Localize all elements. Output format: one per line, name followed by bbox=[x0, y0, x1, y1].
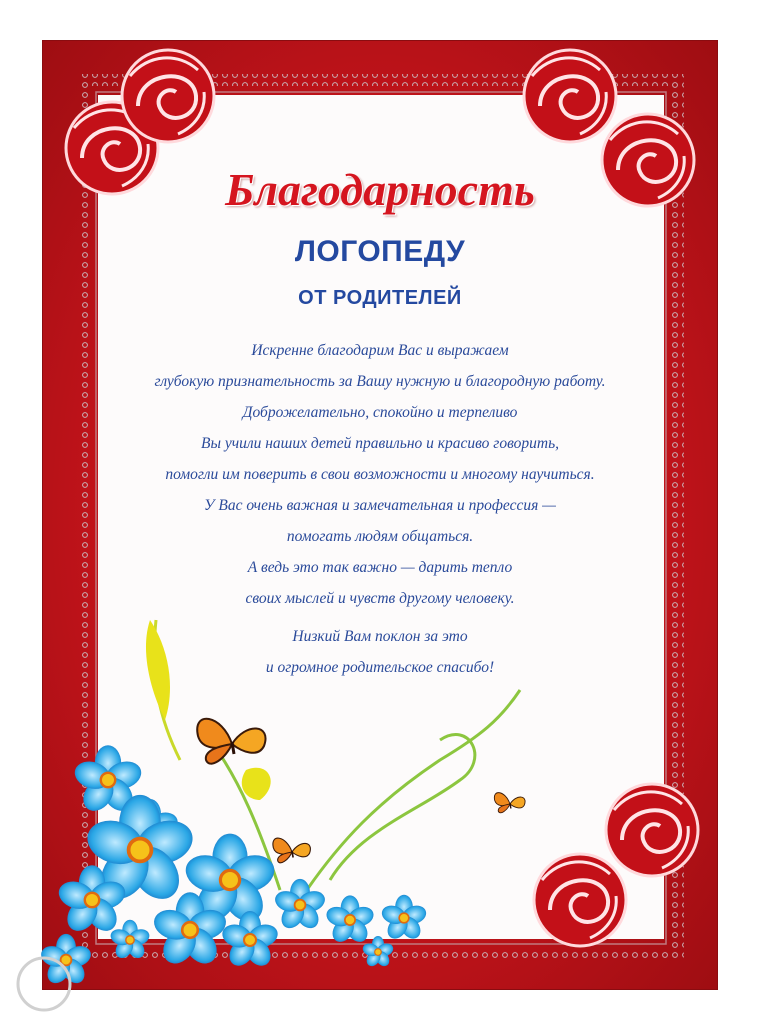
body-line: А ведь это так важно — дарить тепло bbox=[247, 559, 513, 576]
body-line: Искренне благодарим Вас и выражаем bbox=[251, 342, 509, 359]
ring-icon bbox=[18, 958, 70, 1010]
body-line: У Вас очень важная и замечательная и профессия — bbox=[204, 497, 556, 514]
body-line: помогать людям общаться. bbox=[286, 528, 474, 545]
certificate-closing bbox=[0, 627, 760, 689]
certificate-title: Благодарность bbox=[225, 164, 535, 215]
body-line: своих мыслей и чувств другому человеку. bbox=[245, 590, 515, 607]
recipient-heading: ЛОГОПЕДУ bbox=[294, 235, 466, 268]
body-line: помогли им поверить в свои возможности и многому научиться. bbox=[165, 466, 595, 483]
body-line: Доброжелательно, спокойно и терпеливо bbox=[242, 404, 518, 421]
butterfly-icon-tiny bbox=[494, 793, 525, 813]
closing-line: и огромное родительское спасибо! bbox=[265, 659, 495, 676]
body-line: Вы учили наших детей правильно и красиво говорить, bbox=[201, 435, 559, 452]
butterfly-icon-large bbox=[197, 719, 265, 764]
body-line: глубокую признательность за Вашу нужную и благородную работу. bbox=[154, 373, 606, 390]
certificate-body bbox=[0, 341, 760, 620]
closing-line: Низкий Вам поклон за это bbox=[292, 628, 468, 645]
butterfly-icon-small bbox=[273, 838, 311, 863]
from-heading: ОТ РОДИТЕЛЕЙ bbox=[298, 287, 462, 309]
